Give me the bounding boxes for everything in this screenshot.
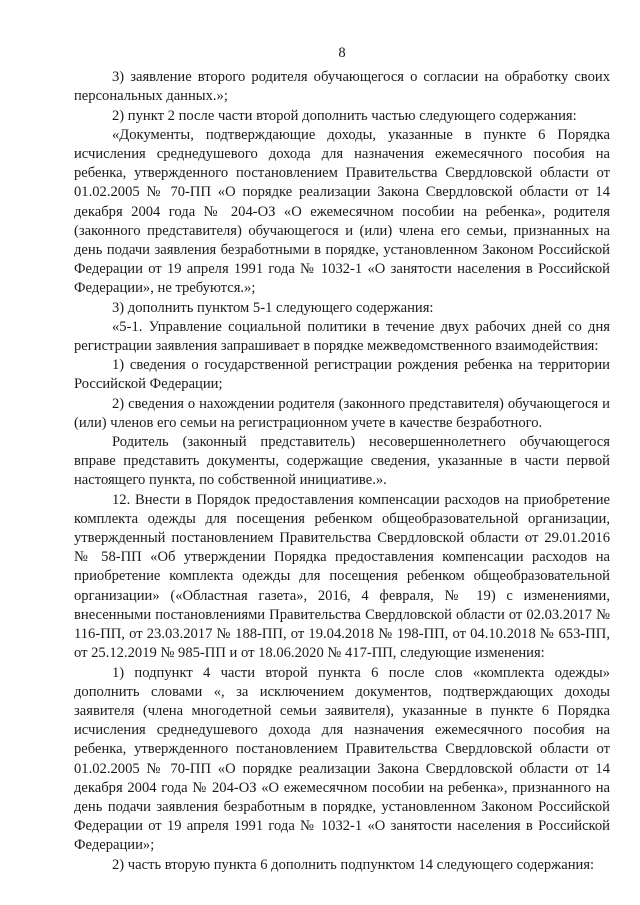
paragraph-clause-5-1: «5-1. Управление социальной политики в течение двух рабочих дней со дня регистрации заявления запрашивает в порядке межведомственного взаимодействия:	[74, 318, 610, 355]
paragraph-birth-registration: 1) сведения о государственной регистрации рождения ребенка на территории Российской Федерации;	[74, 357, 610, 393]
paragraph-subitem-4-amendment: 1) подпункт 4 части второй пункта 6 после слов «комплекта одежды» дополнить словами «, за исключением документов, подтверждающих доходы заявителя (члена многодетной семьи заявителя), указанные в пункте 6 Порядка исчисления среднедушевого дохода для назначения ежемесячного пособия на ребенка, утвержденного постановлением Правительства Свердловской области от 01.02.2005 № 70-ПП «О порядке реализации Закона Свердловской области от 14 декабря 2004 года № 204-ОЗ «О ежемесячном пособии на ребенка», признанного на день подачи заявления безработным в порядке, установленном Законом Российской Федерации от 19 апреля 1991 года № 1032-1 «О занятости населения в Российской Федерации»;	[74, 664, 610, 854]
paragraph-unemployment-registration: 2) сведения о нахождении родителя (законного представителя) обучающегося и (или) членов его семьи на регистрационном учете в качестве безработного.	[74, 395, 610, 431]
paragraph-parent-initiative: Родитель (законный представитель) несовершеннолетнего обучающегося вправе представить документы, содержащие сведения, указанные в части первой настоящего пункта, по собственной инициативе.».	[74, 434, 610, 489]
document-page	[74, 44, 610, 875]
paragraph-item-2-intro: 2) пункт 2 после части второй дополнить частью следующего содержания:	[112, 107, 577, 124]
page-number: 8	[338, 45, 346, 61]
paragraph-subitem-14-intro: 2) часть вторую пункта 6 дополнить подпунктом 14 следующего содержания:	[112, 856, 595, 873]
paragraph-consent-clause: 3) заявление второго родителя обучающегося о согласии на обработку своих персональных данных.»;	[74, 69, 610, 105]
paragraph-item-3-intro: 3) дополнить пунктом 5-1 следующего содержания:	[112, 299, 434, 316]
paragraph-section-12: 12. Внести в Порядок предоставления компенсации расходов на приобретение комплекта одежды для посещения ребенком общеобразовательной организации, утвержденный постановлением Правительства Свердловской области от 29.01.2016 № 58-ПП «Об утверждении Порядка предоставления компенсации расходов на приобретение комплекта одежды для посещения ребенком общеобразовательной организации» («Областная газета», 2016, 4 февраля, № 19) с изменениями, внесенными постановлениями Правительства Свердловской области от 02.03.2017 № 116-ПП, от 23.03.2017 № 188-ПП, от 19.04.2018 № 198-ПП, от 04.10.2018 № 653-ПП, от 25.12.2019 № 985-ПП и от 18.06.2020 № 417-ПП, следующие изменения:	[74, 491, 610, 662]
paragraph-income-documents: «Документы, подтверждающие доходы, указанные в пункте 6 Порядка исчисления среднедушевого дохода для назначения ежемесячного пособия на ребенка, утвержденного постановлением Правительства Свердловской области от 01.02.2005 № 70-ПП «О порядке реализации Закона Свердловской области от 14 декабря 2004 года № 204-ОЗ «О ежемесячном пособии на ребенка», родителя (законного представителя) обучающегося и (или) члена его семьи, признанных на день подачи заявления безработными в порядке, установленном Законом Российской Федерации от 19 апреля 1991 года № 1032-1 «О занятости населения в Российской Федерации», не требуются.»;	[74, 126, 610, 297]
